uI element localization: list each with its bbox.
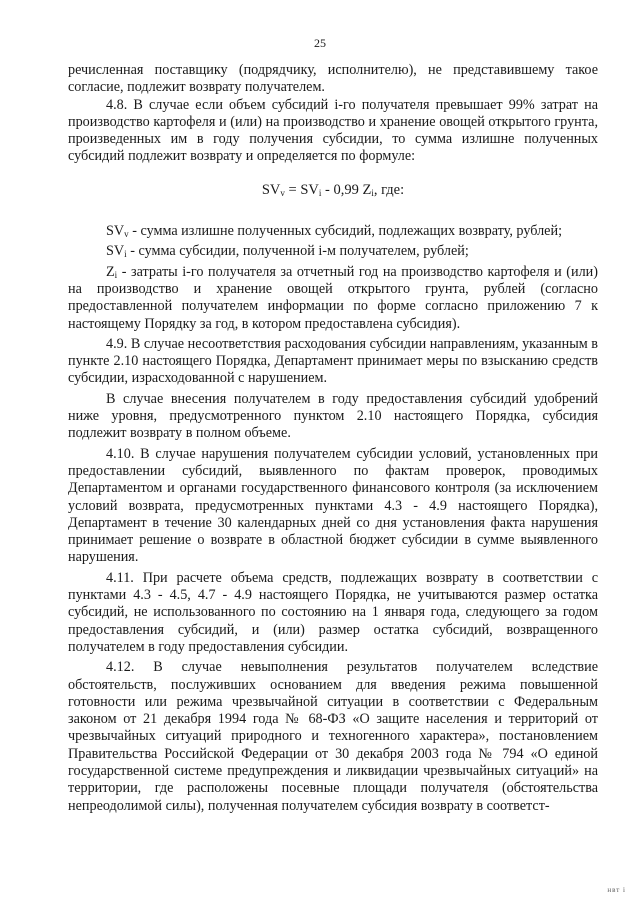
def3-sub: i	[114, 269, 118, 280]
paragraph-4-11: 4.11. При расчете объема средств, подлежащих возврату в соответствии с пунктами 4.3 - 4.5, 4.7 - 4.9 настоящего Порядка, не учитываются размер остатка субсидий, не использованного по состоянию на 1 января года, следующего за годом предоставления субсидий, и (или) размер остатка субсидий, возвращенного получателем в году предоставления субсидии.	[68, 569, 598, 655]
def2-symbol: SV	[106, 243, 125, 260]
def1-sub: v	[124, 229, 129, 240]
definition-sv-v	[68, 223, 598, 240]
paragraph-4-8: 4.8. В случае если объем субсидий i-го получателя превышает 99% затрат на производство картофеля и (или) на производство и хранение овощей открытого грунта, произведенных им в году получения субсидии, то сумма излишне полученных субсидий подлежит возврату и определяется по формуле:	[68, 96, 598, 165]
document-body	[68, 62, 598, 815]
formula-tail: , где:	[373, 181, 405, 198]
paragraph-4-12: 4.12. В случае невыполнения результатов получателем вследствие обстоятельств, послуживших основанием для введения режима повышенной готовности или режима чрезвычайной ситуации в соответствии с Федеральным законом от 21 декабря 1994 года № 68-ФЗ «О защите населения и территорий от чрезвычайных ситуаций природного и техногенного характера», постановлением Правительства Российской Федерации от 30 декабря 2003 года № 794 «О единой государственной системе предупреждения и ликвидации чрезвычайных ситуаций» на территории, где расположены посевные площади получателя (обстоятельства непреодолимой силы), полученная получателем субсидия возврату в соответст-	[68, 659, 598, 814]
def1-symbol: SV	[106, 223, 125, 240]
def1-text: - сумма излишне полученных субсидий, подлежащих возврату, рублей;	[128, 223, 563, 240]
formula-sv: SV	[261, 181, 281, 198]
formula-sub-v: v	[280, 187, 285, 198]
definition-z-i	[68, 264, 598, 333]
def2-text: - сумма субсидии, полученной i-м получателем, рублей;	[126, 243, 469, 260]
paragraph-4-9: 4.9. В случае несоответствия расходования субсидии направлениям, указанным в пункте 2.10 настоящего Порядка, Департамент принимает меры по взысканию средств субсидии, израсходованной с нарушением.	[68, 335, 598, 387]
formula-minus: - 0,99 Z	[321, 181, 372, 198]
footer-mark: нвт і	[607, 886, 626, 894]
definition-sv-i	[68, 243, 598, 260]
paragraph-4-10: 4.10. В случае нарушения получателем субсидии условий, установленных при предоставлении субсидий, выявленного по фактам проверок, проводимых Департаментом и органами государственного финансового контроля (за исключением условий возврата, предусмотренных пунктами 4.3 - 4.9 настоящего Порядка), Департамент в течение 30 календарных дней со дня установления факта нарушения принимает решение о возврате в областной бюджет субсидии в сумме выявленного нарушения.	[68, 445, 598, 566]
formula	[68, 182, 598, 199]
formula-eq: = SV	[284, 181, 319, 198]
formula-sub-i: i	[318, 187, 322, 198]
page-number: 25	[314, 36, 326, 50]
def2-sub: i	[124, 249, 127, 260]
def3-text: - затраты i-го получателя за отчетный год на производство картофеля и (или) на производство и хранение овощей открытого грунта, рублей (согласно предоставленной получателем информации по форме согласно приложению 7 к настоящему Порядку за год, в котором предоставлена субсидия).	[68, 263, 598, 332]
def3-symbol: Z	[106, 263, 115, 280]
paragraph-continuation: речисленная поставщику (подрядчику, исполнителю), не представившему такое согласие, подлежит возврату получателем.	[68, 62, 598, 96]
formula-sub-i2: i	[371, 187, 374, 198]
paragraph-4-9-fertilizer: В случае внесения получателем в году предоставления субсидий удобрений ниже уровня, предусмотренного пунктом 2.10 настоящего Порядка, субсидия подлежит возврату в полном объеме.	[68, 390, 598, 442]
